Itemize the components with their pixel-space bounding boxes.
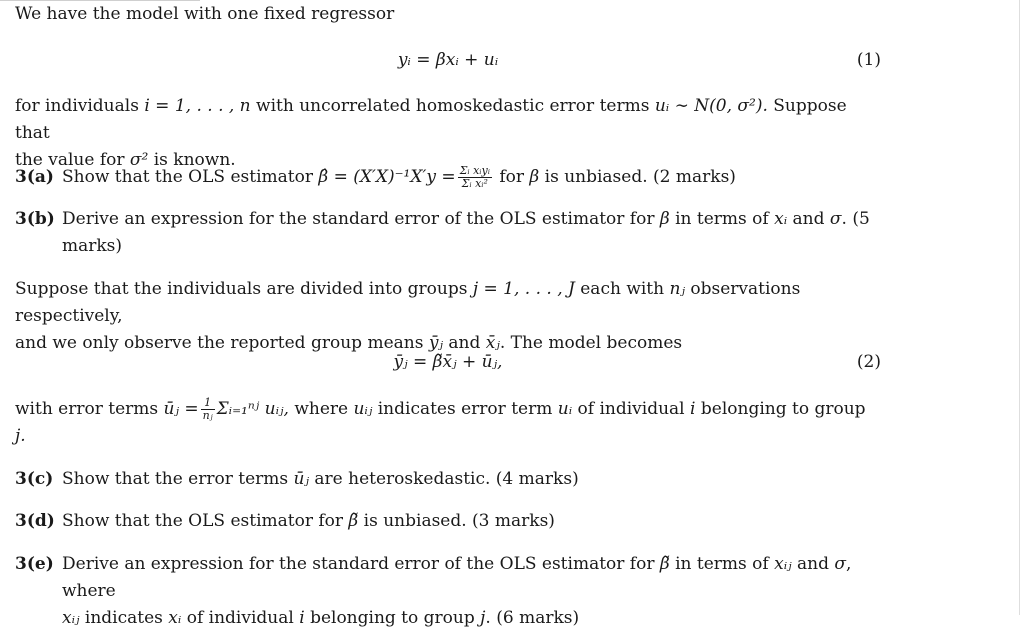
text: the value for — [15, 150, 125, 170]
math: i = 1, . . . , n — [144, 96, 251, 116]
fraction — [201, 397, 215, 422]
problem-sheet — [15, 0, 881, 628]
math: σ — [829, 209, 842, 229]
question-3b-number: 3(b) — [15, 209, 55, 229]
right-edge-rule — [1019, 0, 1020, 615]
fraction-denominator: Σᵢ xᵢ² — [461, 177, 488, 190]
text: belonging to group — [700, 399, 866, 419]
math: i — [690, 399, 696, 419]
fraction-numerator: 1 — [201, 397, 215, 410]
math: uᵢⱼ — [353, 399, 373, 419]
text: observations respectively, — [15, 279, 801, 326]
text: indicates — [84, 608, 163, 628]
text: and — [797, 554, 829, 574]
text: is unbiased. (3 marks) — [363, 511, 555, 531]
math: xᵢ — [774, 209, 788, 229]
question-line-1 — [62, 551, 881, 605]
math: β̃ — [348, 511, 359, 531]
question-3a-number: 3(a) — [15, 167, 54, 187]
math: ūⱼ — [293, 469, 309, 489]
paragraph-line-1 — [15, 396, 881, 423]
question-line-1 — [62, 206, 881, 233]
text: in terms of — [675, 209, 769, 229]
equation-2-body: ȳⱼ = β̃x̄ⱼ + ūⱼ, — [393, 352, 503, 372]
text: with uncorrelated homoskedastic error terms — [256, 96, 650, 116]
text: Show that the error terms — [62, 469, 289, 489]
fraction-numerator: Σᵢ xᵢyᵢ — [459, 164, 490, 177]
paragraph-error-terms — [15, 396, 881, 450]
fraction-denominator: nⱼ — [202, 409, 213, 422]
math: j = 1, . . . , J — [472, 279, 575, 299]
math: β̂ = (X′X)⁻¹X′y = — [318, 167, 456, 187]
text: and — [448, 333, 481, 353]
text: indicates error term — [377, 399, 553, 419]
question-3c-number: 3(c) — [15, 469, 54, 489]
question-3d-number: 3(d) — [15, 511, 55, 531]
text: Derive an expression for the standard error of the OLS estimator for — [62, 209, 655, 229]
equation-2-number: (2) — [856, 352, 881, 372]
math: xᵢ — [168, 608, 182, 628]
paragraph-grouping — [15, 276, 881, 357]
math: β̃ — [659, 554, 670, 574]
math: β — [659, 209, 670, 229]
question-3a-text — [62, 164, 881, 191]
question-3e-text — [62, 551, 881, 632]
math: σ — [834, 554, 846, 574]
equation-1-number: (1) — [856, 50, 881, 70]
math: β — [529, 167, 540, 187]
text: and we only observe the reported group means — [15, 333, 424, 353]
text: with error terms — [15, 399, 159, 419]
text: in terms of — [675, 554, 769, 574]
text: is known. — [153, 150, 236, 170]
intro-text: We have the model with one fixed regressor — [15, 4, 395, 24]
math: σ² — [129, 150, 149, 170]
math: uᵢ — [557, 399, 573, 419]
text: . (6 marks) — [485, 608, 580, 628]
text: . (5 — [841, 209, 870, 229]
text: and — [792, 209, 825, 229]
paragraph-line-1 — [15, 93, 881, 147]
math: Σᵢ₌₁ⁿʲ uᵢⱼ, — [216, 399, 289, 419]
question-3c-text — [62, 466, 881, 493]
math: x̄ⱼ — [485, 333, 500, 353]
text: for individuals — [15, 96, 139, 116]
paragraph-line-1 — [15, 276, 881, 330]
text: . The model becomes — [499, 333, 683, 353]
question-3e-number: 3(e) — [15, 554, 54, 574]
text: belonging to group — [310, 608, 475, 628]
question-3b-text — [62, 206, 881, 260]
question-line-2: marks) — [62, 236, 123, 256]
math: i — [299, 608, 305, 628]
text: for — [499, 167, 524, 187]
question-line-2 — [62, 605, 881, 632]
text: of individual — [186, 608, 294, 628]
math: j — [480, 608, 486, 628]
text: Derive an expression for the standard error of the OLS estimator for — [62, 554, 655, 574]
paragraph-model-assumptions — [15, 93, 881, 174]
math: uᵢ ∼ N(0, σ²). — [654, 96, 768, 116]
math: ūⱼ = — [163, 399, 199, 419]
equation-1-body: yᵢ = βxᵢ + uᵢ — [397, 50, 499, 70]
text: Suppose that the individuals are divided into groups — [15, 279, 468, 299]
text: Suppose that — [15, 96, 847, 143]
math: xᵢⱼ — [774, 554, 792, 574]
text: , where — [62, 554, 852, 601]
text: of individual — [577, 399, 685, 419]
text: is unbiased. (2 marks) — [544, 167, 736, 187]
text: where — [294, 399, 349, 419]
text: are heteroskedastic. (4 marks) — [314, 469, 579, 489]
math: ȳⱼ — [428, 333, 443, 353]
math: xᵢⱼ — [62, 608, 80, 628]
text: Show that the OLS estimator for — [62, 511, 344, 531]
paragraph-line-2: j. — [15, 426, 26, 446]
text: each with — [580, 279, 665, 299]
text: Show that the OLS estimator — [62, 167, 313, 187]
fraction — [458, 165, 492, 190]
math: nⱼ — [669, 279, 685, 299]
question-3d-text — [62, 508, 881, 535]
